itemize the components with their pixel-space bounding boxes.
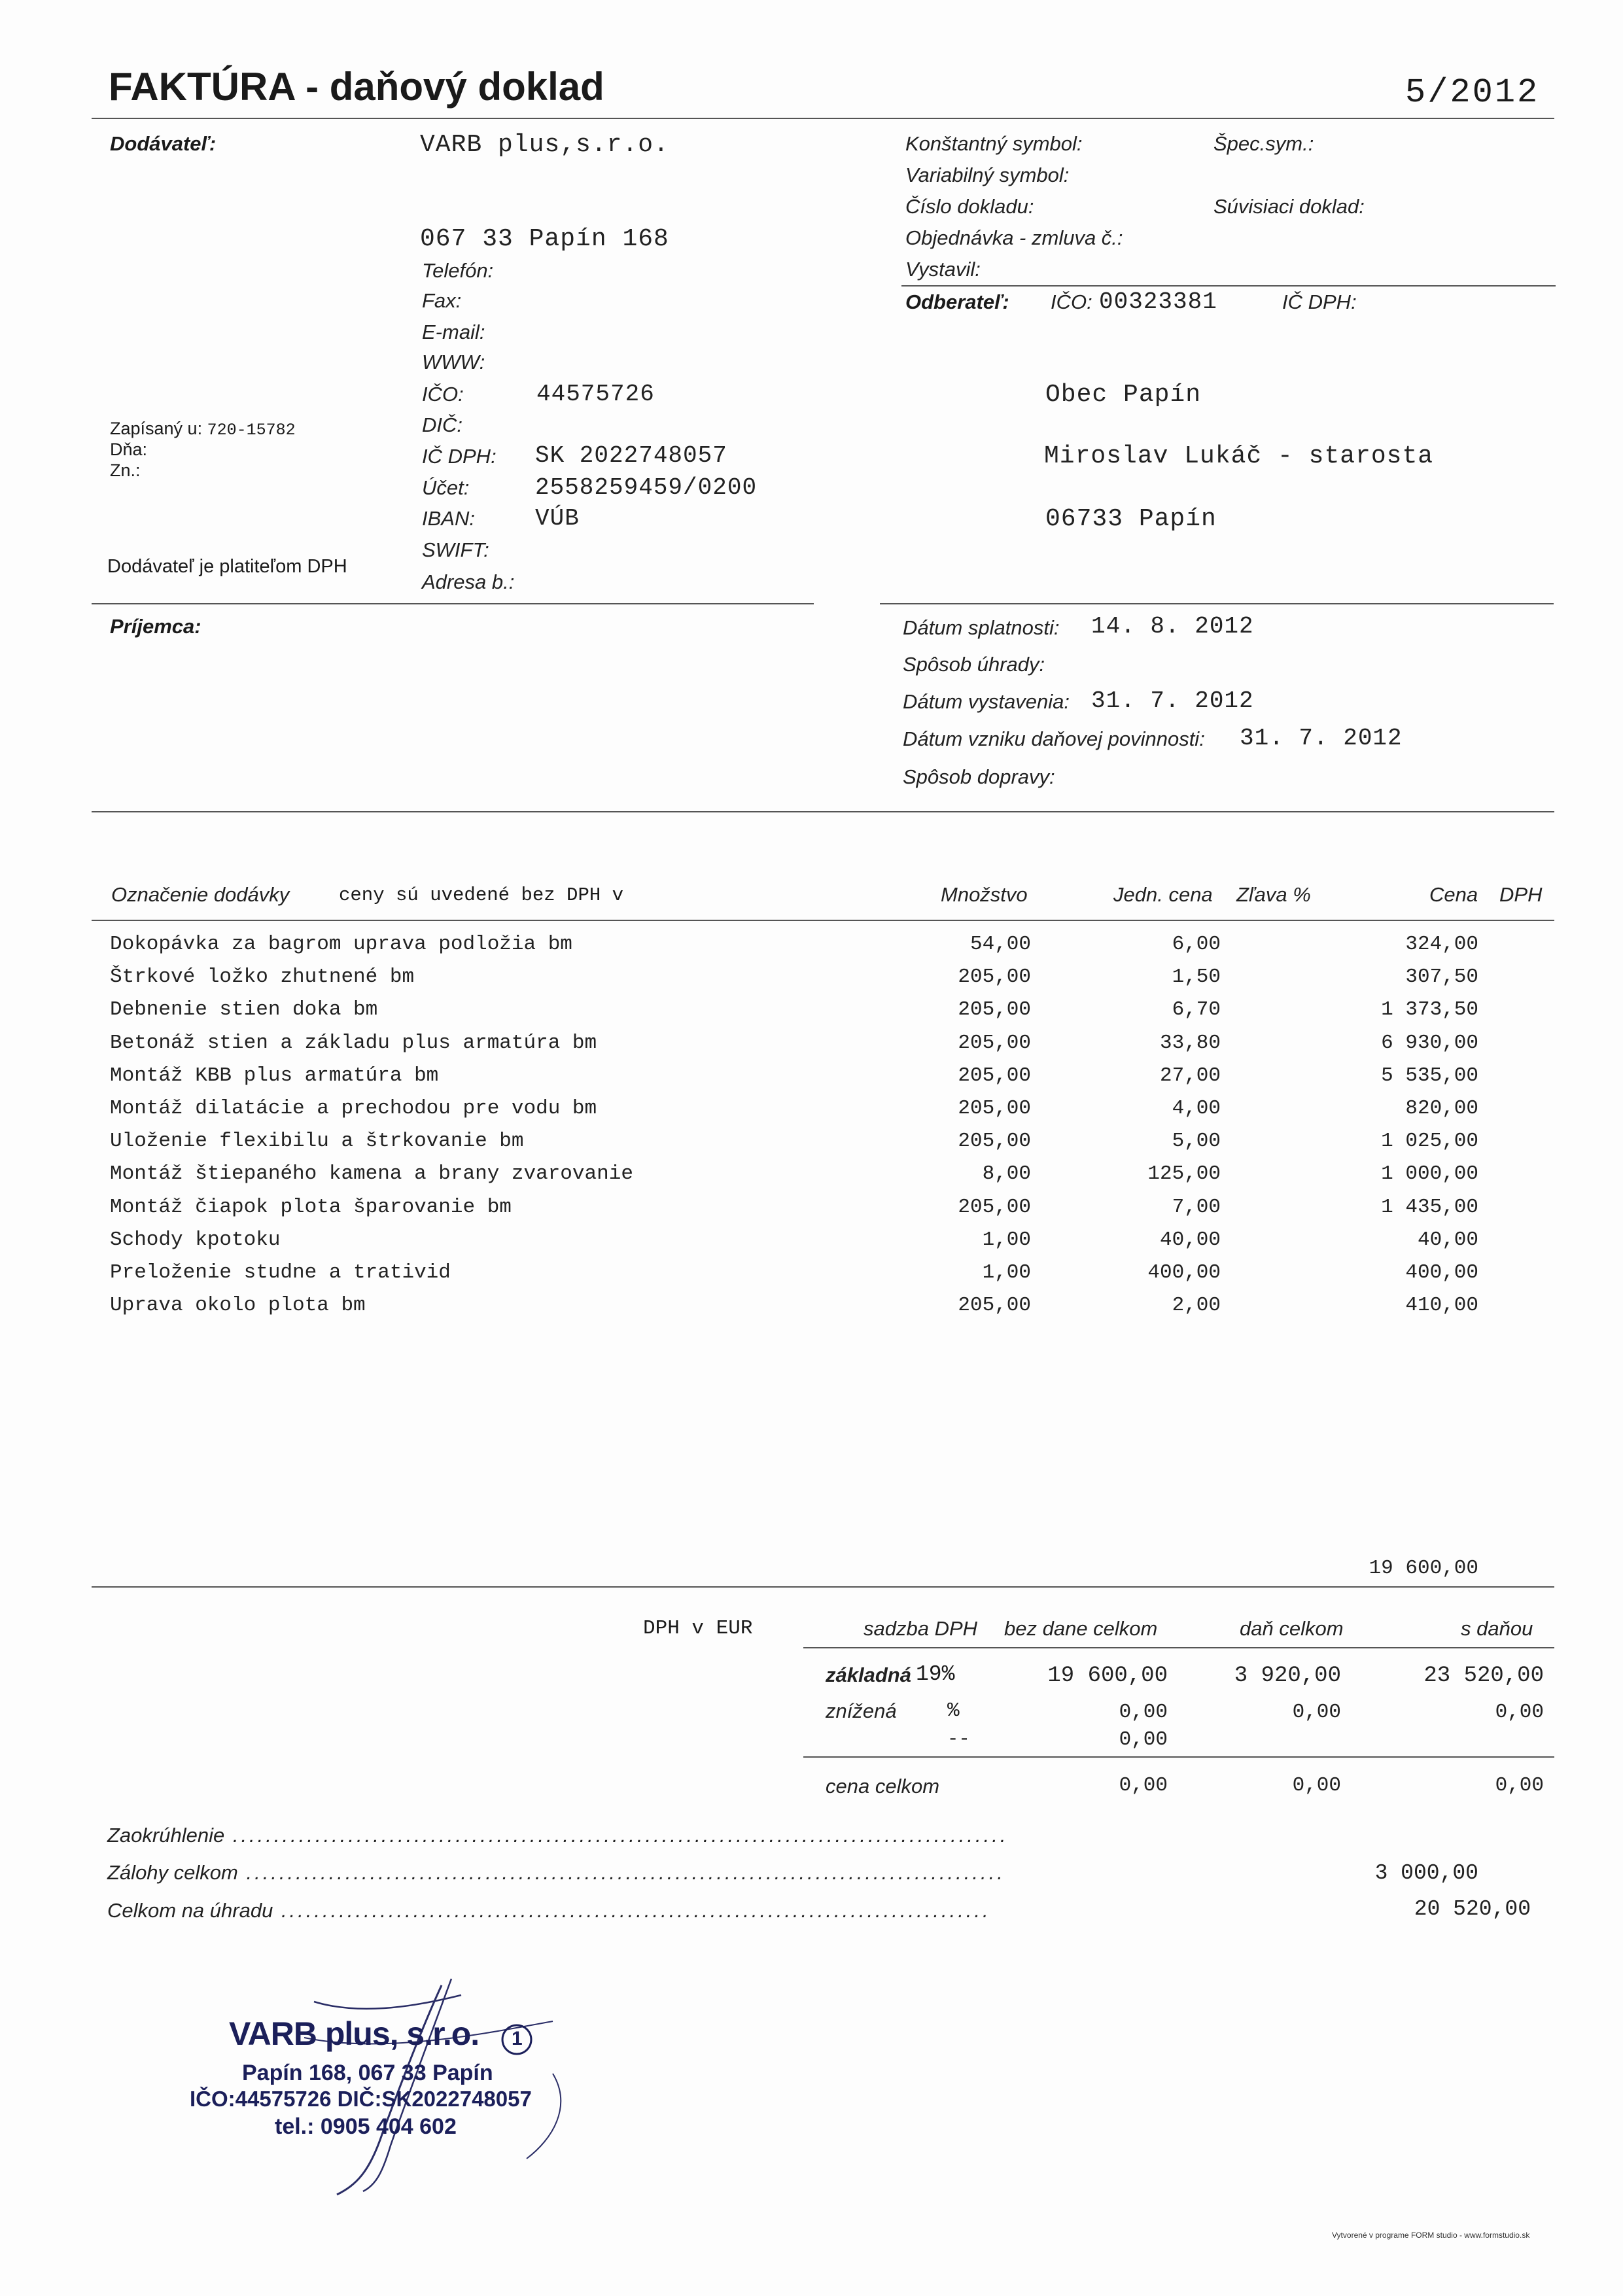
vat-total-divider — [803, 1756, 1554, 1758]
item-quantity: 8,00 — [982, 1162, 1031, 1185]
phone-label: Telefón: — [422, 259, 494, 282]
items-note-header: ceny sú uvedené bez DPH v — [339, 884, 624, 906]
supplier-ico: 44575726 — [536, 381, 655, 408]
table-row — [0, 1261, 1623, 1290]
item-unit-price: 40,00 — [1159, 1228, 1221, 1251]
item-description: Montáž KBB plus armatúra bm — [110, 1064, 439, 1087]
table-row — [0, 1032, 1623, 1060]
item-quantity: 205,00 — [958, 1130, 1031, 1153]
supplier-address: 067 33 Papín 168 — [420, 225, 669, 253]
konst-symbol-label: Konštantný symbol: — [905, 132, 1083, 155]
item-quantity: 54,00 — [969, 933, 1031, 956]
item-quantity: 205,00 — [958, 998, 1031, 1021]
stamp-address: Papín 168, 067 33 Papín — [242, 2061, 493, 2085]
due-date-label: Dátum splatnosti: — [903, 616, 1060, 639]
transport-label: Spôsob dopravy: — [903, 765, 1055, 788]
vat-header-divider — [803, 1647, 1554, 1648]
table-row — [0, 1097, 1623, 1126]
zn-label: Zn.: — [110, 461, 141, 480]
vat-total-label: cena celkom — [826, 1775, 940, 1798]
item-quantity: 205,00 — [958, 1032, 1031, 1054]
item-unit-price: 2,00 — [1172, 1294, 1221, 1317]
customer-line1: Obec Papín — [1045, 381, 1202, 409]
advances-label: Zálohy celkom ............................................................................................ — [107, 1861, 1005, 1884]
item-quantity: 1,00 — [982, 1228, 1031, 1251]
payment-method-label: Spôsob úhrady: — [903, 653, 1045, 676]
items-price-header: Cena — [1429, 883, 1478, 906]
subtotal: 19 600,00 — [1369, 1557, 1478, 1580]
customer-divider — [880, 603, 1554, 604]
item-description: Montáž dilatácie a prechodou pre vodu bm — [110, 1097, 597, 1120]
vat-reduced-tax: 0,00 — [1292, 1701, 1341, 1724]
item-price: 40,00 — [1417, 1228, 1478, 1251]
customer-line3: 06733 Papín — [1045, 505, 1217, 533]
dna-label: Dňa: — [110, 440, 148, 459]
vat-basic-total: 23 520,00 — [1423, 1663, 1544, 1688]
vat-reduced-total: 0,00 — [1495, 1701, 1544, 1724]
vat-basic-label: základná — [826, 1663, 911, 1686]
vat-reduced-base: 0,00 — [1119, 1701, 1168, 1724]
vat-basic-tax: 3 920,00 — [1234, 1663, 1341, 1688]
item-unit-price: 400,00 — [1147, 1261, 1221, 1284]
item-unit-price: 5,00 — [1172, 1130, 1221, 1153]
doc-number-label: Číslo dokladu: — [905, 195, 1034, 218]
item-quantity: 205,00 — [958, 1196, 1031, 1219]
items-header-divider — [92, 920, 1554, 921]
stamp-tel: tel.: 0905 404 602 — [275, 2114, 457, 2139]
footer-credit: Vytvorené v programe FORM studio - www.formstudio.sk — [1332, 2231, 1530, 2240]
item-price: 1 025,00 — [1381, 1130, 1478, 1153]
dates-divider — [92, 811, 1554, 812]
stamp-name: VARB plus, s.r.o. — [229, 2015, 480, 2052]
vat-reduced-pct: % — [947, 1699, 960, 1722]
customer-ico-label: IČO: — [1051, 290, 1092, 313]
table-row — [0, 965, 1623, 994]
subtotal-divider — [92, 1586, 1554, 1588]
item-unit-price: 6,70 — [1172, 998, 1221, 1021]
supplier-label: Dodávateľ: — [110, 132, 217, 155]
table-row — [0, 1196, 1623, 1225]
stamp-ids: IČO:44575726 DIČ:SK2022748057 — [190, 2087, 532, 2111]
vat-total-total: 0,00 — [1495, 1774, 1544, 1797]
vat-col-tax: daň celkom — [1240, 1617, 1344, 1640]
customer-line2: Miroslav Lukáč - starosta — [1044, 442, 1434, 470]
stamp-number: 1 — [512, 2028, 523, 2049]
item-description: Štrkové ložko zhutnené bm — [110, 965, 415, 988]
account-label: Účet: — [422, 476, 470, 499]
item-description: Montáž štiepaného kamena a brany zvarovanie — [110, 1162, 633, 1185]
amount-due: 20 520,00 — [1414, 1897, 1531, 1921]
items-discount-header: Zľava % — [1236, 883, 1311, 906]
symbols-divider — [901, 285, 1556, 287]
items-vat-header: DPH — [1499, 883, 1543, 906]
item-description: Schody kpotoku — [110, 1228, 281, 1251]
table-row — [0, 1162, 1623, 1191]
item-unit-price: 7,00 — [1172, 1196, 1221, 1219]
table-row — [0, 1228, 1623, 1257]
fax-label: Fax: — [422, 289, 462, 312]
recipient-label: Príjemca: — [110, 615, 201, 638]
item-price: 1 000,00 — [1381, 1162, 1478, 1185]
dic-label: DIČ: — [422, 413, 462, 436]
issue-date-label: Dátum vystavenia: — [903, 690, 1070, 713]
tax-date-label: Dátum vzniku daňovej povinnosti: — [903, 727, 1205, 750]
item-description: Preloženie studne a trativid — [110, 1261, 451, 1284]
item-price: 6 930,00 — [1381, 1032, 1478, 1054]
supplier-icdph: SK 2022748057 — [535, 442, 727, 469]
supplier-iban: VÚB — [535, 505, 580, 532]
vat-payer-note: Dodávateľ je platiteľom DPH — [107, 556, 347, 577]
vat-col-base: bez dane celkom — [1004, 1617, 1158, 1640]
amount-due-label: Celkom na úhradu ...................................................................................... — [107, 1899, 991, 1922]
header-divider — [92, 118, 1554, 119]
vat-basic-rate: 19% — [916, 1662, 955, 1686]
item-description: Montáž čiapok plota šparovanie bm — [110, 1196, 512, 1219]
items-qty-header: Množstvo — [941, 883, 1028, 906]
item-price: 410,00 — [1405, 1294, 1478, 1317]
supplier-divider — [92, 603, 814, 604]
item-price: 324,00 — [1405, 933, 1478, 956]
issued-by-label: Vystavil: — [905, 258, 981, 281]
vat-basic-base: 19 600,00 — [1047, 1663, 1168, 1688]
tax-date: 31. 7. 2012 — [1240, 725, 1403, 752]
www-label: WWW: — [422, 351, 485, 374]
item-quantity: 205,00 — [958, 1064, 1031, 1087]
related-doc-label: Súvisiaci doklad: — [1213, 195, 1365, 218]
item-price: 820,00 — [1405, 1097, 1478, 1120]
spec-symbol-label: Špec.sym.: — [1213, 132, 1314, 155]
swift-label: SWIFT: — [422, 538, 489, 561]
vat-dash: -- — [947, 1728, 970, 1750]
vat-table-title: DPH v EUR — [643, 1617, 753, 1640]
vat-zero-base: 0,00 — [1119, 1728, 1168, 1751]
ico-label: IČO: — [422, 383, 464, 406]
advances-total: 3 000,00 — [1374, 1861, 1478, 1885]
item-description: Debnenie stien doka bm — [110, 998, 378, 1021]
table-row — [0, 998, 1623, 1027]
company-stamp — [186, 1975, 579, 2198]
item-unit-price: 6,00 — [1172, 933, 1221, 956]
item-unit-price: 1,50 — [1172, 965, 1221, 988]
var-symbol-label: Variabilný symbol: — [905, 164, 1070, 186]
item-description: Uloženie flexibilu a štrkovanie bm — [110, 1130, 524, 1153]
item-description: Uprava okolo plota bm — [110, 1294, 366, 1317]
vat-total-base: 0,00 — [1119, 1774, 1168, 1797]
item-unit-price: 125,00 — [1147, 1162, 1221, 1185]
item-unit-price: 27,00 — [1159, 1064, 1221, 1087]
iban-label: IBAN: — [422, 507, 475, 530]
table-row — [0, 1064, 1623, 1093]
item-price: 1 373,50 — [1381, 998, 1478, 1021]
issue-date: 31. 7. 2012 — [1091, 687, 1254, 714]
customer-icdph-label: IČ DPH: — [1282, 290, 1357, 313]
due-date: 14. 8. 2012 — [1091, 613, 1254, 640]
item-price: 307,50 — [1405, 965, 1478, 988]
item-price: 5 535,00 — [1381, 1064, 1478, 1087]
vat-col-rate: sadzba DPH — [864, 1617, 978, 1640]
email-label: E-mail: — [422, 321, 485, 343]
vat-total-tax: 0,00 — [1292, 1774, 1341, 1797]
adresa-label: Adresa b.: — [422, 570, 515, 593]
vat-reduced-label: znížená — [826, 1699, 897, 1722]
invoice-number: 5/2012 — [1405, 73, 1540, 112]
customer-label: Odberateľ: — [905, 290, 1009, 313]
invoice-title: FAKTÚRA - daňový doklad — [109, 65, 604, 109]
items-desc-header: Označenie dodávky — [111, 883, 290, 906]
rounding-label: Zaokrúhlenie .............................................................................................. — [107, 1824, 1009, 1847]
supplier-account: 2558259459/0200 — [535, 474, 758, 501]
item-quantity: 1,00 — [982, 1261, 1031, 1284]
table-row — [0, 933, 1623, 962]
item-quantity: 205,00 — [958, 1097, 1031, 1120]
item-description: Betonáž stien a základu plus armatúra bm — [110, 1032, 597, 1054]
item-unit-price: 4,00 — [1172, 1097, 1221, 1120]
item-price: 400,00 — [1405, 1261, 1478, 1284]
vat-col-total: s daňou — [1461, 1617, 1533, 1640]
item-description: Dokopávka za bagrom uprava podložia bm — [110, 933, 572, 956]
items-unit-header: Jedn. cena — [1113, 883, 1213, 906]
registered-row: Zapísaný u: 720-15782 — [110, 419, 296, 440]
table-row — [0, 1130, 1623, 1158]
table-row — [0, 1294, 1623, 1323]
item-unit-price: 33,80 — [1159, 1032, 1221, 1054]
item-quantity: 205,00 — [958, 1294, 1031, 1317]
item-quantity: 205,00 — [958, 965, 1031, 988]
item-price: 1 435,00 — [1381, 1196, 1478, 1219]
order-label: Objednávka - zmluva č.: — [905, 226, 1123, 249]
icdph-label: IČ DPH: — [422, 445, 497, 468]
supplier-name: VARB plus,s.r.o. — [420, 131, 669, 159]
customer-ico: 00323381 — [1099, 288, 1217, 315]
